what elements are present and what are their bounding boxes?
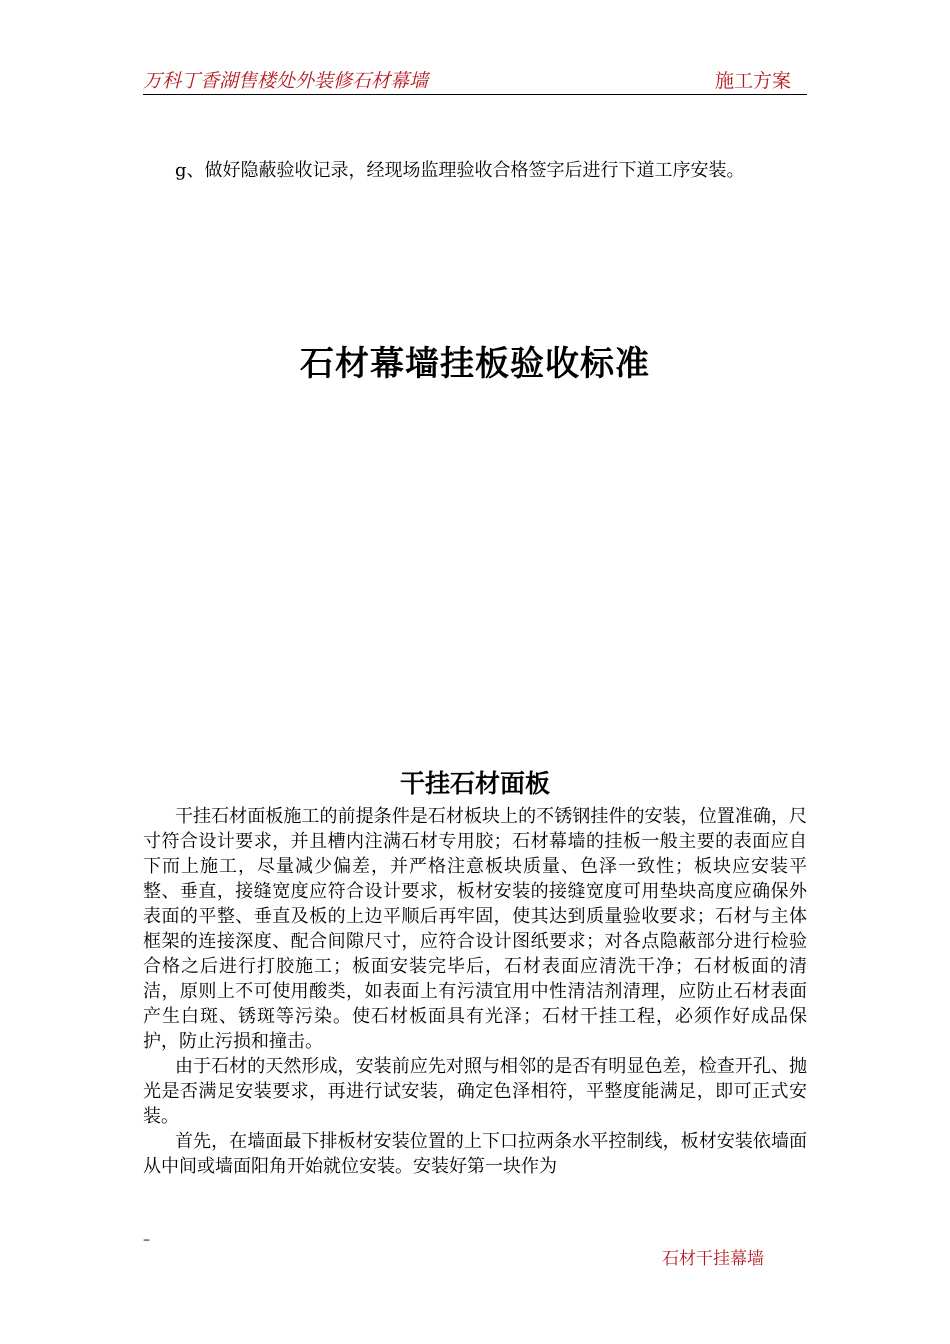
footer-section-label: 石材干挂幕墙: [662, 1249, 764, 1269]
body-paragraph: 干挂石材面板施工的前提条件是石材板块上的不锈钢挂件的安装，位置准确，尺寸符合设计要求，并且槽内注满石材专用胶；石材幕墙的挂板一般主要的表面应自下而上施工，尽量减少偏差，并严格注意板块质量、色泽一致性；板块应安装平整、垂直，接缝宽度应符合设计要求，板材安装的接缝宽度可用垫块高度应确保外表面的平整、垂直及板的上边平顺后再牢固，使其达到质量验收要求；石材与主体框架的连接深度、配合间隙尺寸，应符合设计图纸要求；对各点隐蔽部分进行检验合格之后进行打胶施工；板面安装完毕后，石材表面应清洗干净；石材板面的清洁，原则上不可使用酸类，如表面上有污渍宜用中性清洁剂清理，应防止石材表面产生白斑、锈斑等污染。使石材板面具有光泽；石材干挂工程，必须作好成品保护，防止污损和撞击。: [143, 806, 807, 1052]
footer-mark: –: [143, 1232, 150, 1248]
intro-paragraph: g、做好隐蔽验收记录，经现场监理验收合格签字后进行下道工序安装。: [175, 160, 745, 181]
header-doc-type: 施工方案: [714, 70, 791, 92]
page-header: [143, 64, 807, 95]
header-project-title: 万科丁香湖售楼处外装修石材幕墙: [143, 70, 429, 92]
section-body: [143, 804, 807, 1179]
section-heading: 干挂石材面板: [399, 769, 550, 798]
document-title: 石材幕墙挂板验收标准: [300, 344, 650, 384]
body-paragraph: 由于石材的天然形成，安装前应先对照与相邻的是否有明显色差，检查开孔、抛光是否满足安装要求，再进行试安装，确定色泽相符，平整度能满足，即可正式安装。: [143, 1056, 807, 1127]
body-paragraph: 首先，在墙面最下排板材安装位置的上下口拉两条水平控制线，板材安装依墙面从中间或墙面阳角开始就位安装。安装好第一块作为: [143, 1131, 807, 1177]
